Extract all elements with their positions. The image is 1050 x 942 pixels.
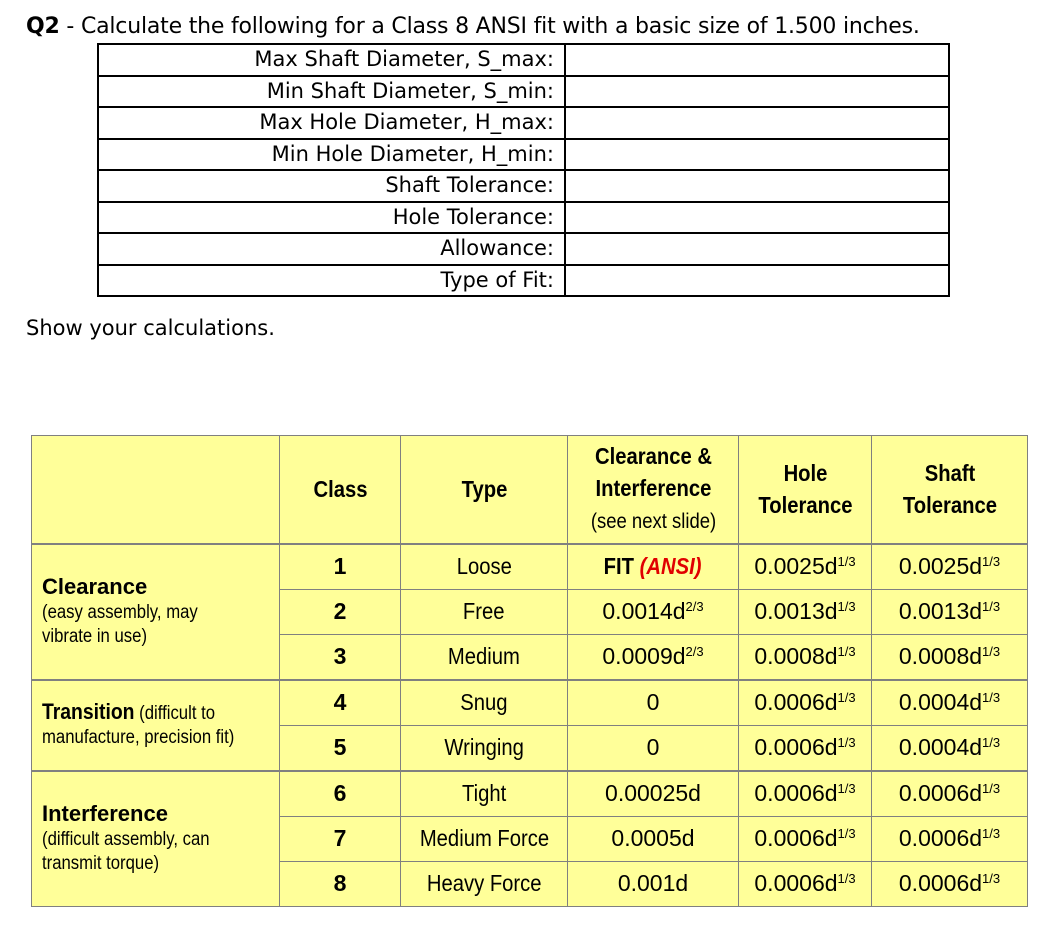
shaft-tolerance-cell: $0.0004d^{1/3}$ (872, 680, 1028, 726)
type-cell: Tight (401, 771, 568, 817)
answer-label: Max Hole Diameter, H_max: (98, 107, 565, 139)
category-desc: (difficult to manufacture, precision fit) (42, 703, 235, 748)
type-cell: Medium Force (401, 816, 568, 861)
answer-row (98, 265, 949, 297)
category-transition (32, 680, 280, 771)
answer-cell-s-min[interactable] (565, 76, 949, 108)
answer-label: Hole Tolerance: (98, 202, 565, 234)
class-cell: 2 (280, 589, 401, 634)
clearance-cell: 0 (568, 725, 739, 771)
hole-tolerance-cell: $0.0025d^{1/3}$ (739, 544, 872, 590)
answer-cell-h-min[interactable] (565, 139, 949, 171)
answer-cell-shaft-tolerance[interactable] (565, 170, 949, 202)
fit-label: FIT (604, 553, 635, 579)
answer-row (98, 170, 949, 202)
clearance-cell: 0.00025d (568, 771, 739, 817)
answer-cell-hole-tolerance[interactable] (565, 202, 949, 234)
ansi-label: (ANSI) (640, 553, 702, 579)
category-interference (32, 771, 280, 907)
hole-tolerance-cell: $0.0008d^{1/3}$ (739, 634, 872, 680)
answer-label: Allowance: (98, 233, 565, 265)
header-empty (46, 436, 264, 544)
class-cell: 7 (280, 816, 401, 861)
category-desc: (difficult assembly, can transmit torque) (42, 828, 210, 874)
header-clearance-sub: (see next slide) (590, 510, 716, 534)
hole-tolerance-cell: $0.0006d^{1/3}$ (739, 816, 872, 861)
clearance-cell: 0.0005d (568, 816, 739, 861)
answer-cell-type-of-fit[interactable] (565, 265, 949, 297)
type-cell: Heavy Force (401, 861, 568, 906)
shaft-tolerance-cell: $0.0013d^{1/3}$ (872, 589, 1028, 634)
header-hole-line2: Tolerance (757, 492, 853, 519)
question-text: - Calculate the following for a Class 8 ANSI fit with a basic size of 1.500 inches. (59, 14, 920, 39)
type-cell: Wringing (401, 725, 568, 771)
table-row (32, 771, 1028, 817)
class-cell: 8 (280, 861, 401, 906)
clearance-cell: $0.0014d^{2/3}$ (568, 589, 739, 634)
type-cell: Free (401, 589, 568, 634)
header-clearance-line1: Clearance & (594, 443, 712, 470)
class-cell: 1 (280, 544, 401, 590)
type-cell: Snug (401, 680, 568, 726)
answer-row (98, 44, 949, 76)
category-desc: (easy assembly, may vibrate in use) (42, 601, 198, 647)
answer-row (98, 139, 949, 171)
instruction-text: Show your calculations. (26, 316, 275, 340)
header-shaft-line2: Tolerance (902, 492, 997, 519)
answer-cell-h-max[interactable] (565, 107, 949, 139)
answer-label: Min Shaft Diameter, S_min: (98, 76, 565, 108)
header-class: Class (287, 436, 393, 544)
shaft-tolerance-cell: $0.0004d^{1/3}$ (872, 725, 1028, 771)
ansi-fit-table (31, 435, 1028, 907)
header-type: Type (411, 436, 558, 544)
question-title (26, 12, 920, 42)
class-cell: 5 (280, 725, 401, 771)
hole-tolerance-cell: $0.0013d^{1/3}$ (739, 589, 872, 634)
answer-table (97, 43, 950, 297)
header-clearance (578, 436, 728, 544)
clearance-cell (568, 544, 739, 590)
hole-tolerance-cell: $0.0006d^{1/3}$ (739, 725, 872, 771)
shaft-tolerance-cell: $0.0025d^{1/3}$ (872, 544, 1028, 590)
answer-row (98, 202, 949, 234)
answer-label: Shaft Tolerance: (98, 170, 565, 202)
header-hole-tolerance (746, 436, 863, 544)
hole-tolerance-cell: $0.0006d^{1/3}$ (739, 861, 872, 906)
header-shaft-line1: Shaft (924, 460, 975, 487)
clearance-cell: $0.0009d^{2/3}$ (568, 634, 739, 680)
shaft-tolerance-cell: $0.0006d^{1/3}$ (872, 861, 1028, 906)
category-clearance (32, 544, 280, 680)
table-row (32, 680, 1028, 726)
table-row (32, 544, 1028, 590)
answer-row (98, 76, 949, 108)
shaft-tolerance-cell: $0.0008d^{1/3}$ (872, 634, 1028, 680)
header-shaft-tolerance (881, 436, 1018, 544)
answer-cell-allowance[interactable] (565, 233, 949, 265)
clearance-cell: 0.001d (568, 861, 739, 906)
hole-tolerance-cell: $0.0006d^{1/3}$ (739, 771, 872, 817)
class-cell: 6 (280, 771, 401, 817)
answer-row (98, 107, 949, 139)
hole-tolerance-cell: $0.0006d^{1/3}$ (739, 680, 872, 726)
category-title: Clearance (42, 573, 148, 599)
type-cell: Loose (401, 544, 568, 590)
answer-row (98, 233, 949, 265)
clearance-cell: 0 (568, 680, 739, 726)
answer-cell-s-max[interactable] (565, 44, 949, 76)
header-clearance-line2: Interference (595, 475, 711, 502)
question-number: Q2 (26, 14, 60, 39)
answer-label: Max Shaft Diameter, S_max: (98, 44, 565, 76)
class-cell: 3 (280, 634, 401, 680)
type-cell: Medium (401, 634, 568, 680)
class-cell: 4 (280, 680, 401, 726)
shaft-tolerance-cell: $0.0006d^{1/3}$ (872, 816, 1028, 861)
shaft-tolerance-cell: $0.0006d^{1/3}$ (872, 771, 1028, 817)
answer-label: Type of Fit: (98, 265, 565, 297)
header-row (32, 436, 1028, 544)
header-hole-line1: Hole (783, 460, 827, 487)
answer-label: Min Hole Diameter, H_min: (98, 139, 565, 171)
category-title: Interference (42, 800, 168, 826)
category-title: Transition (42, 699, 135, 724)
